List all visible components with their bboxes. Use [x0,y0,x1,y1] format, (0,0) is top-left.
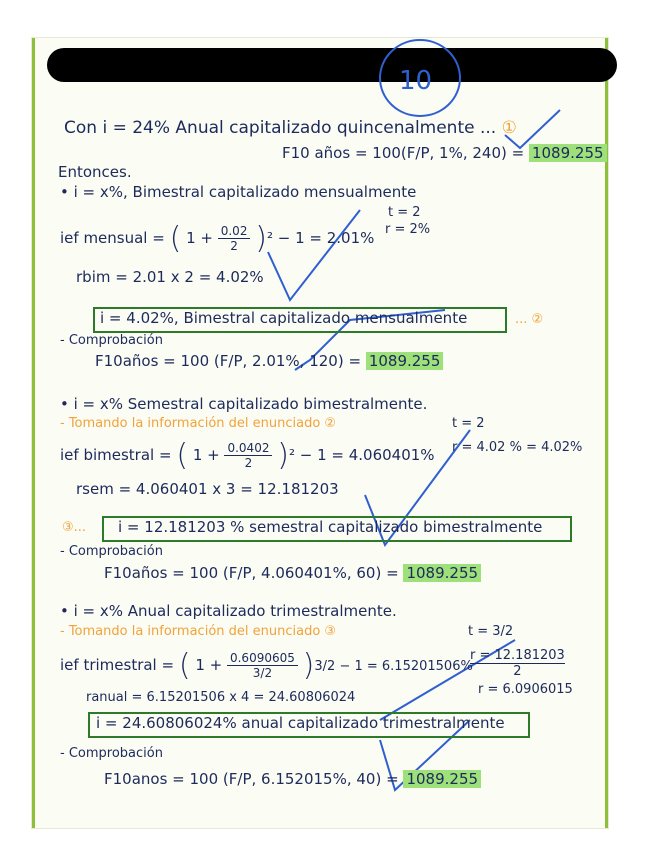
f10-value: 1089.255 [529,144,607,162]
s2-comprobacion: - Comprobación [60,333,163,348]
s2-fraction: $\frac{0.02}{2}$ [218,224,251,253]
s4-tomando: - Tomando la información del enunciado ③ [60,624,337,639]
s2-ief-line: ief mensual = ( 1 + $\frac{0.02}{2}$ )² − 1 = 2.01% [60,221,375,256]
s4-r-num: r = 12.181203 [470,648,565,663]
s4-ief-label: ief trimestral = [60,656,175,674]
s2-f-value: 1089.255 [366,352,444,370]
s3-box-mark: ③... [62,520,87,535]
s4-ief-rest: 3/2 − 1 = 6.15201506% [314,659,473,674]
s2-t: t = 2 [388,205,421,220]
s4-r-result: r = 6.0906015 [478,682,573,697]
s2-ief-rest: ² − 1 = 2.01% [266,229,375,247]
statement-text: Con i = 24% Anual capitalizado quincenalmente ... [64,118,497,138]
s4-ief-line: ief trimestral = ( 1 + $\frac{0.6090605}{3/2}$ )3/2 − 1 = 6.15201506% [60,648,473,683]
entonces: Entonces. [58,163,132,181]
page-number: 10 [399,66,433,96]
s4-r-calc [470,648,565,679]
s3-t: t = 2 [452,416,485,431]
s3-f-expression: F10años = 100 (F/P, 4.060401%, 60) = [104,564,399,582]
s4-ranual: ranual = 6.15201506 x 4 = 24.60806024 [86,690,356,705]
s2-box-mark: ... ② [515,312,544,327]
s4-r-den: 2 [513,664,522,679]
s4-t: t = 3/2 [468,624,514,639]
s2-ief-label: ief mensual = [60,229,165,247]
s3-ief-rest: ² − 1 = 4.060401% [288,446,435,464]
s4-result-text: i = 24.60806024% anual capitalizado trimestralmente [96,714,505,732]
s3-comprobacion: - Comprobación [60,544,163,559]
s4-f-expression: F10anos = 100 (F/P, 6.152015%, 40) = [104,770,399,788]
s4-f-line [104,770,481,788]
s3-ief-label: ief bimestral = [60,446,172,464]
statement-mark: ① [501,118,517,138]
s2-f-line [95,352,443,370]
s3-r: r = 4.02 % = 4.02% [452,440,583,455]
s4-comprobacion: - Comprobación [60,746,163,761]
s3-rsem: rsem = 4.060401 x 3 = 12.181203 [76,480,339,498]
redaction-bar [47,48,617,82]
s3-header: • i = x% Semestral capitalizado bimestralmente. [60,395,428,413]
s2-rbim: rbim = 2.01 x 2 = 4.02% [76,268,264,286]
f10-expression: F10 años = 100(F/P, 1%, 240) = [282,144,525,162]
s4-f-value: 1089.255 [403,770,481,788]
s3-f-value: 1089.255 [403,564,481,582]
s2-header: • i = x%, Bimestral capitalizado mensualmente [60,183,417,201]
s3-fraction: $\frac{0.0402}{2}$ [224,441,272,470]
s2-f-expression: F10años = 100 (F/P, 2.01%, 120) = [95,352,362,370]
s4-fraction: $\frac{0.6090605}{3/2}$ [227,651,298,680]
f10-line [282,144,607,162]
s2-r: r = 2% [385,222,431,237]
s2-result-text: i = 4.02%, Bimestral capitalizado mensualmente [100,309,468,327]
s3-tomando: - Tomando la información del enunciado ② [60,416,337,431]
s3-result-text: i = 12.181203 % semestral capitalizado bimestralmente [118,518,543,536]
s4-header: • i = x% Anual capitalizado trimestralmente. [60,602,397,620]
s3-f-line [104,564,481,582]
statement-line [64,118,517,138]
s3-ief-line: ief bimestral = ( 1 + $\frac{0.0402}{2}$ )² − 1 = 4.060401% [60,438,435,473]
